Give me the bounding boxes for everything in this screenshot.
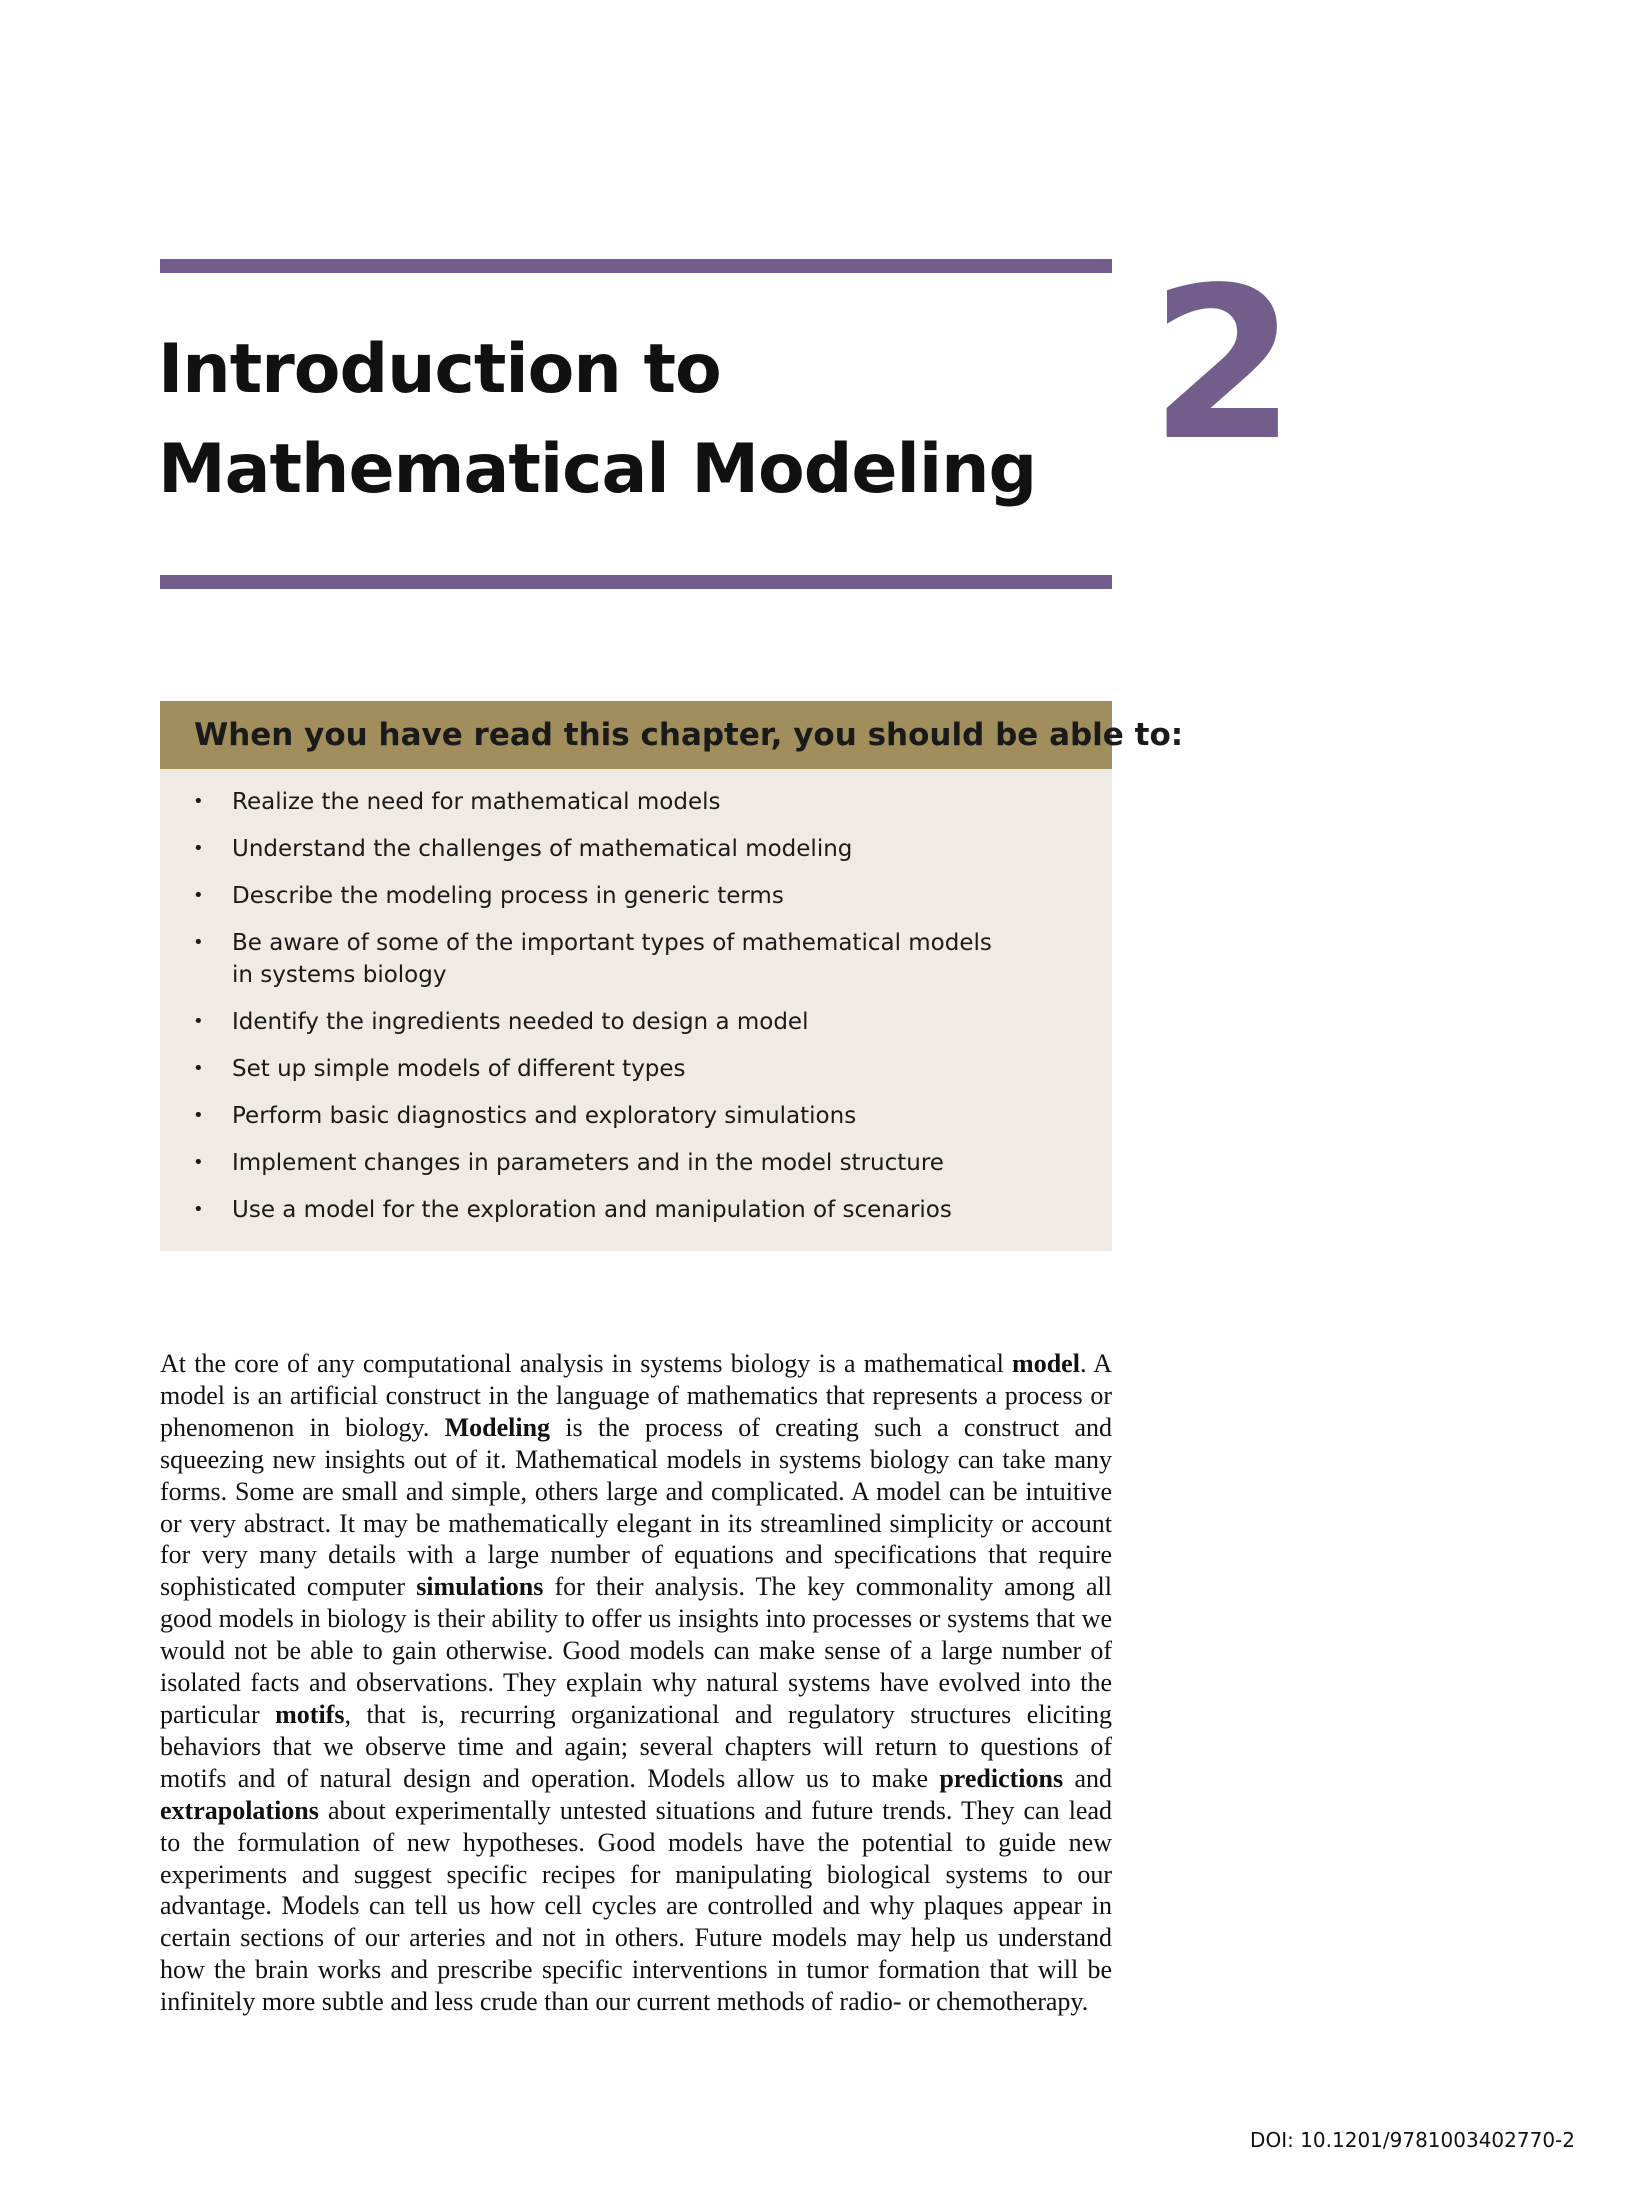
body-text-segment: is the process of creating such a construct and squeezing new insights out of it. Mathematical models in systems biology can take many forms. Some are small and simple, others large and complicated. A model can be intuitive or very abstract. It may be mathematically elegant in its streamlined simplicity or account for very many details with a large number of equations and specifications that require sophisticated computer (160, 1412, 1112, 1602)
chapter-title (158, 320, 1058, 520)
objective-text: Identify the ingredients needed to design a model (232, 1009, 809, 1035)
bullet-icon: • (193, 885, 204, 906)
chapter-number: 2 (1150, 242, 1297, 487)
bullet-icon: • (193, 791, 204, 812)
objective-item (160, 927, 1112, 991)
objective-text: Understand the challenges of mathematical modeling (232, 836, 853, 862)
learning-objectives-box (160, 701, 1184, 1251)
objective-item (160, 1194, 1112, 1226)
title-bottom-rule (160, 575, 1112, 589)
body-text-segment: about experimentally untested situations and future trends. They can lead to the formulation of new hypotheses. Good models have the potential to guide new experiments and suggest specific recipes for manipulating biological systems to our advantage. Models can tell us how cell cycles are controlled and why plaques appear in certain sections of our arteries and not in others. Future models may help us understand how the brain works and prescribe specific interventions in tumor formation that will be infinitely more subtle and less crude than our current methods of radio- or chemotherapy. (160, 1795, 1112, 2017)
chapter-title-line-1: Introduction to (158, 330, 721, 409)
bullet-icon: • (193, 1058, 204, 1079)
objective-item (160, 786, 1112, 818)
term-predictions: predictions (939, 1763, 1064, 1793)
objective-item (160, 1053, 1112, 1085)
bullet-icon: • (193, 1105, 204, 1126)
body-text-segment: and (1063, 1763, 1112, 1793)
title-top-rule (160, 259, 1112, 273)
term-simulations: simulations (416, 1572, 544, 1602)
body-text-segment: . A model is an artificial construct in the language of mathematics that represents a process or phenomenon in biology. (160, 1349, 1113, 1442)
learning-objectives-header: When you have read this chapter, you should be able to: (160, 701, 1112, 769)
body-text-segment: At the core of any computational analysis in systems biology is a mathematical (160, 1349, 1013, 1378)
objective-item (160, 1100, 1112, 1132)
body-text-segment: for their analysis. The key commonality among all good models in biology is their ability to offer us insights into processes or systems that we would not be able to gain otherwise. Good models can make sense of a large number of isolated facts and observations. They explain why natural systems have evolved into the particular (160, 1572, 1112, 1729)
objective-item (160, 880, 1112, 912)
term-extrapolations: extrapolations (160, 1795, 319, 1825)
bullet-icon: • (193, 1152, 204, 1173)
objective-text: Implement changes in parameters and in the model structure (232, 1150, 944, 1176)
objective-text: Perform basic diagnostics and exploratory simulations (232, 1103, 857, 1129)
objective-text: Set up simple models of different types (232, 1056, 686, 1082)
bullet-icon: • (193, 932, 204, 953)
body-paragraph (160, 1348, 1112, 2018)
objective-item (160, 1006, 1112, 1038)
objective-text: Be aware of some of the important types of mathematical models in systems biology (232, 930, 992, 988)
doi-footer: DOI: 10.1201/9781003402770-2 (1250, 2128, 1575, 2152)
bullet-icon: • (193, 1011, 204, 1032)
bullet-icon: • (193, 838, 204, 859)
term-motifs: motifs (275, 1699, 345, 1729)
objective-item (160, 1147, 1112, 1179)
chapter-title-line-2: Mathematical Modeling (158, 430, 1037, 509)
objective-text: Describe the modeling process in generic terms (232, 883, 784, 909)
body-text-segment: , that is, recurring organizational and regulatory structures eliciting behaviors that we observe time and again; several chapters will return to questions of motifs and of natural design and operation. Models allow us to make (160, 1699, 1113, 1793)
objective-text: Realize the need for mathematical models (232, 789, 721, 815)
objective-text: Use a model for the exploration and manipulation of scenarios (232, 1197, 952, 1223)
term-modeling: Modeling (444, 1412, 551, 1442)
term-model: model (1012, 1349, 1080, 1378)
objective-item (160, 833, 1112, 865)
learning-objectives-list (160, 769, 1112, 1226)
bullet-icon: • (193, 1199, 204, 1220)
